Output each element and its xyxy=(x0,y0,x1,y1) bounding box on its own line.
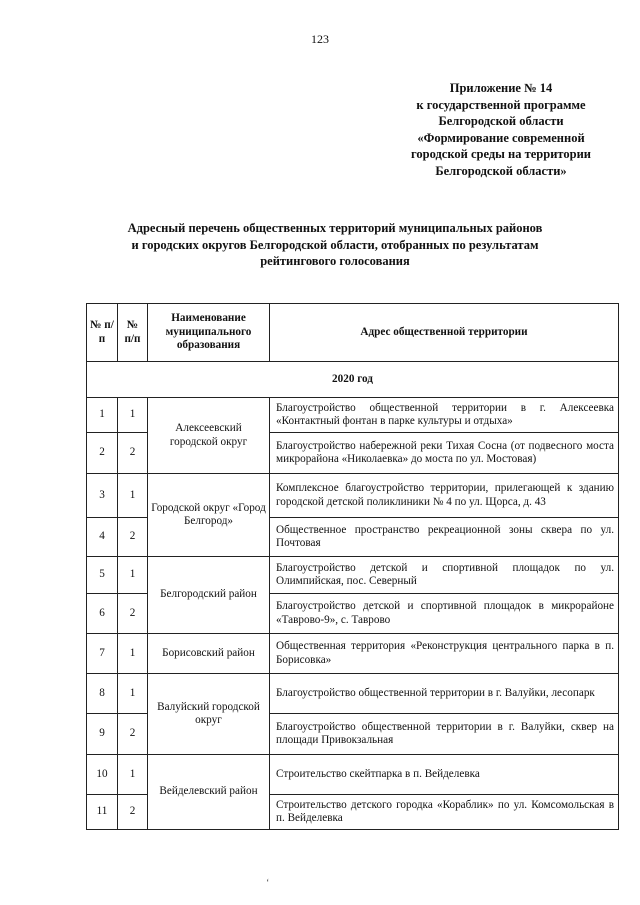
row-serial-number: 8 xyxy=(87,674,118,714)
table-row xyxy=(87,755,619,795)
title-line: Адресный перечень общественных территорий муниципальных районов xyxy=(127,221,543,235)
header-address: Адрес общественной территории xyxy=(270,304,619,362)
row-local-number: 2 xyxy=(118,795,148,830)
row-address: Комплексное благоустройство территории, прилегающей к зданию городской детской поликлиники № 4 по ул. Щорса, д. 43 xyxy=(270,474,619,518)
table-row xyxy=(87,634,619,674)
row-local-number: 1 xyxy=(118,398,148,433)
table-header-row xyxy=(87,304,619,362)
row-serial-number: 4 xyxy=(87,518,118,557)
row-serial-number: 2 xyxy=(87,433,118,474)
table-row xyxy=(87,674,619,714)
scan-mark: ‘ xyxy=(266,878,270,889)
row-local-number: 1 xyxy=(118,474,148,518)
appendix-line: Белгородской области» xyxy=(435,163,567,178)
row-serial-number: 9 xyxy=(87,714,118,755)
row-address: Благоустройство набережной реки Тихая Сосна (от подвесного моста микрорайона «Николаевка» до моста по ул. Мостовая) xyxy=(270,433,619,474)
title-line: рейтингового голосования xyxy=(260,254,410,268)
header-serial-number: № п/п xyxy=(87,304,118,362)
row-local-number: 2 xyxy=(118,714,148,755)
row-address: Строительство скейтпарка в п. Вейделевка xyxy=(270,755,619,795)
row-address: Благоустройство детской и спортивной площадок по ул. Олимпийская, пос. Северный xyxy=(270,557,619,594)
municipality-name: Городской округ «Город Белгород» xyxy=(148,474,270,557)
appendix-line: Приложение № 14 xyxy=(449,81,553,95)
municipality-name: Белгородский район xyxy=(148,557,270,634)
row-serial-number: 1 xyxy=(87,398,118,433)
row-address: Общественная территория «Реконструкция центрального парка в п. Борисовка» xyxy=(270,634,619,674)
row-address: Благоустройство общественной территории в г. Валуйки, сквер на площади Привокзальная xyxy=(270,714,619,755)
table-row xyxy=(87,557,619,594)
year-label: 2020 год xyxy=(87,362,619,398)
address-table xyxy=(86,303,619,830)
page-number: 123 xyxy=(311,32,329,46)
table-row xyxy=(87,398,619,433)
row-address: Благоустройство общественной территории в г. Алексеевка «Контактный фонтан в парке культуры и отдыха» xyxy=(270,398,619,433)
row-local-number: 1 xyxy=(118,634,148,674)
document-title xyxy=(70,220,600,270)
municipality-name: Валуйский городской округ xyxy=(148,674,270,755)
row-address: Строительство детского городка «Кораблик» по ул. Комсомольская в п. Вейделевка xyxy=(270,795,619,830)
appendix-header xyxy=(386,80,616,179)
appendix-line: городской среды на территории xyxy=(411,147,591,161)
row-serial-number: 6 xyxy=(87,594,118,634)
row-serial-number: 11 xyxy=(87,795,118,830)
row-serial-number: 5 xyxy=(87,557,118,594)
appendix-line: к государственной программе xyxy=(416,97,586,112)
row-address: Общественное пространство рекреационной зоны сквера по ул. Почтовая xyxy=(270,518,619,557)
table-row xyxy=(87,474,619,518)
title-line: и городских округов Белгородской области, отобранных по результатам xyxy=(131,237,539,252)
row-serial-number: 7 xyxy=(87,634,118,674)
row-serial-number: 10 xyxy=(87,755,118,795)
row-serial-number: 3 xyxy=(87,474,118,518)
appendix-line: «Формирование современной xyxy=(417,130,585,145)
header-municipality: Наименование муниципального образования xyxy=(148,304,270,362)
header-local-number: № п/п xyxy=(118,304,148,362)
row-address: Благоустройство общественной территории в г. Валуйки, лесопарк xyxy=(270,674,619,714)
row-local-number: 1 xyxy=(118,674,148,714)
municipality-name: Алексеевский городской округ xyxy=(148,398,270,474)
row-local-number: 2 xyxy=(118,594,148,634)
row-address: Благоустройство детской и спортивной площадок в микрорайоне «Таврово-9», с. Таврово xyxy=(270,594,619,634)
row-local-number: 1 xyxy=(118,755,148,795)
row-local-number: 2 xyxy=(118,433,148,474)
year-row xyxy=(87,362,619,398)
municipality-name: Борисовский район xyxy=(148,634,270,674)
municipality-name: Вейделевский район xyxy=(148,755,270,830)
row-local-number: 2 xyxy=(118,518,148,557)
appendix-line: Белгородской области xyxy=(438,114,564,128)
row-local-number: 1 xyxy=(118,557,148,594)
